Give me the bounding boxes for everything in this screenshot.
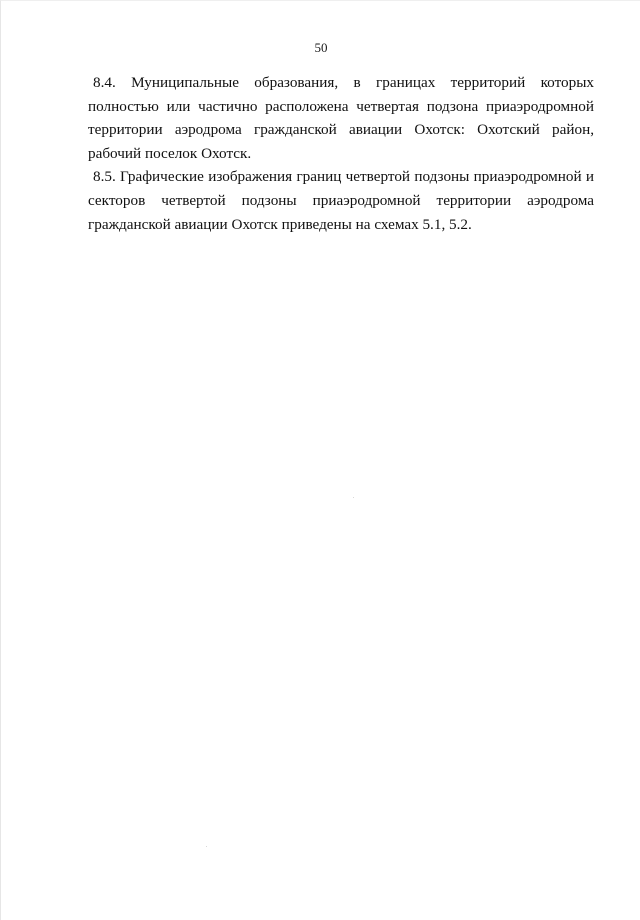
scan-speck	[206, 846, 207, 847]
page-number: 50	[314, 40, 328, 55]
paragraph-8-5: 8.5. Графические изображения границ четвертой подзоны приаэродромной и секторов четвертой подзоны приаэродромной территории аэродрома гражданской авиации Охотск приведены на схемах 5.1, 5.2.	[88, 168, 594, 233]
paragraph-8-4: 8.4. Муниципальные образования, в границах территорий которых полностью или частично расположена четвертая подзона приаэродромной территории аэродрома гражданской авиации Охотск: Охотский район, рабочий поселок Охотск.	[88, 74, 594, 162]
scan-speck	[353, 497, 354, 498]
document-body	[88, 71, 594, 236]
